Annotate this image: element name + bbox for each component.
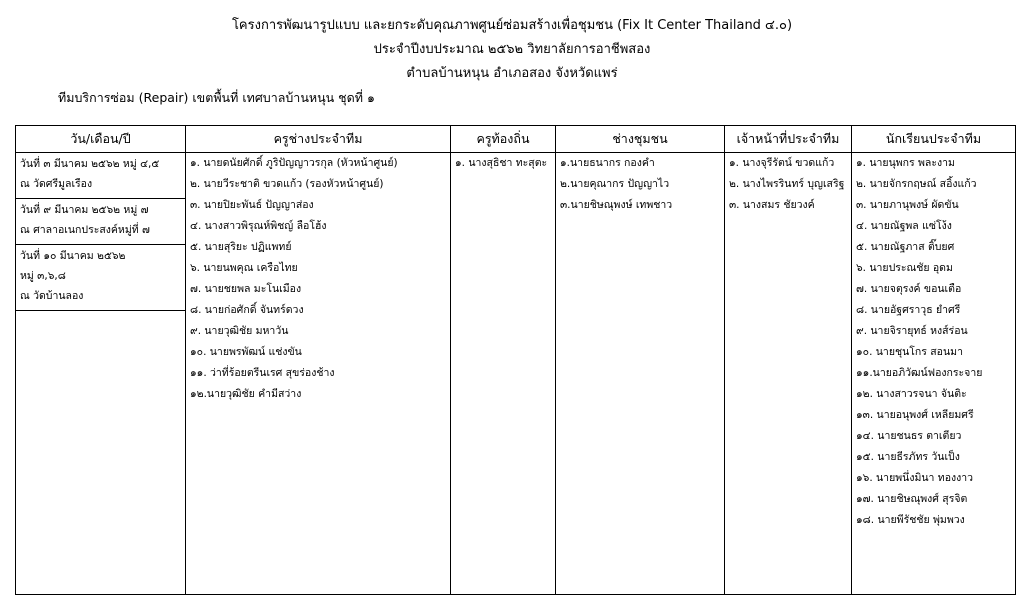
date-line: ณ ศาลาอเนกประสงค์หมู่ที่ ๗ xyxy=(20,224,150,236)
teacher-item: ๓. นายปิยะพันธ์ ปัญญาส่อง xyxy=(190,199,314,211)
student-item: ๕. นายณัฐภาส ติ๊บยศ xyxy=(856,241,955,253)
header-title-line2: ประจำปีงบประมาณ ๒๕๖๒ วิทยาลัยการอาชีพสอง xyxy=(373,42,651,57)
teacher-item: ๙. นายวุฒิชัย มหาวัน xyxy=(190,325,289,337)
student-item: ๗. นายจตุรงค์ ขอนเตือ xyxy=(856,283,962,295)
column-header-date: วัน/เดือน/ปี xyxy=(16,126,186,153)
staff-item: ๓. นางสมร ชัยวงค์ xyxy=(729,199,815,211)
student-item: ๓. นายภานุพงษ์ ผัดขัน xyxy=(856,199,959,211)
header-title-line1: โครงการพัฒนารูปแบบ และยกระดับคุณภาพศูนย์ซ่อมสร้างเพื่อชุมชน (Fix It Center Thailand ๔.๐) xyxy=(231,18,793,33)
date-entry xyxy=(16,199,185,245)
teachers-cell xyxy=(186,153,451,595)
student-item: ๙. นายจิรายุทธ์ หงส์ร่อน xyxy=(856,325,968,337)
team-table xyxy=(15,125,1016,595)
student-item: ๑๔. นายชนธร ตาเตียว xyxy=(856,430,962,442)
teacher-item: ๑๐. นายพรพัฒน์ แช่งขัน xyxy=(190,346,302,358)
column-header-staff: เจ้าหน้าที่ประจำทีม xyxy=(725,126,852,153)
date-line: ณ วัดบ้านลอง xyxy=(20,290,84,302)
community-tech-item: ๑.นายธนากร กองคำ xyxy=(560,157,655,169)
table-header-row xyxy=(16,126,1016,153)
student-item: ๒. นายจักรกฤษณ์ สอิ้งแก้ว xyxy=(856,178,977,190)
document-header xyxy=(0,14,1024,86)
student-item: ๑๒. นางสาวรจนา จันติะ xyxy=(856,388,967,400)
teacher-item: ๑๒.นายวุฒิชัย คำมีสว่าง xyxy=(190,388,302,400)
date-line: วันที่ ๓ มีนาคม ๒๕๖๒ หมู่ ๔,๕ xyxy=(20,158,160,170)
teacher-item: ๘. นายก่อศักดิ์ จันทร์ดวง xyxy=(190,304,304,316)
teacher-item: ๔. นางสาวพิรุณห์พิชญ์ ลือโฮ้ง xyxy=(190,220,327,232)
staff-item: ๒. นางไพรรินทร์ บุญเสริฐ xyxy=(729,178,845,190)
student-item: ๑๗. นายชิษณุพงศ์ สุรจิต xyxy=(856,493,968,505)
header-title-line3: ตำบลบ้านหนุน อำเภอสอง จังหวัดแพร่ xyxy=(406,66,618,81)
column-header-teachers: ครูช่างประจำทีม xyxy=(186,126,451,153)
student-item: ๑๖. นายพนึ่งมินา ทองงาว xyxy=(856,472,974,484)
column-header-community-techs: ช่างชุมชน xyxy=(556,126,725,153)
date-line: วันที่ ๙ มีนาคม ๒๕๖๒ หมู่ ๗ xyxy=(20,204,149,216)
staff-cell xyxy=(725,153,852,595)
column-header-students: นักเรียนประจำทีม xyxy=(852,126,1016,153)
student-item: ๑๓. นายอนุพงศ์ เหลียมศรี xyxy=(856,409,974,421)
teacher-item: ๖. นายนพคุณ เครือไทย xyxy=(190,262,298,274)
table-body-row xyxy=(16,153,1016,595)
date-cell xyxy=(16,153,186,595)
teacher-item: ๒. นายวีระชาติ ขวดแก้ว (รองหัวหน้าศูนย์) xyxy=(190,178,384,190)
student-item: ๑๕. นายธีรภัทร วันเป็ง xyxy=(856,451,960,463)
community-tech-item: ๓.นายชิษณุพงษ์ เทพชาว xyxy=(560,199,673,211)
students-cell xyxy=(852,153,1016,595)
student-item: ๑๐. นายชุนโกร สอนมา xyxy=(856,346,963,358)
date-entry xyxy=(16,153,185,199)
date-line: ณ วัดศรีมูลเรือง xyxy=(20,178,93,190)
student-item: ๑. นายนุพกร พละงาม xyxy=(856,157,955,169)
teacher-item: ๕. นายสุริยะ ปฏิแพทย์ xyxy=(190,241,292,253)
student-item: ๘. นายอัฐศราวุธ ยำศรี xyxy=(856,304,961,316)
teacher-item: ๗. นายชยพล มะโนเมือง xyxy=(190,283,302,295)
community-tech-item: ๒.นายคุณากร ปัญญาไว xyxy=(560,178,670,190)
student-item: ๖. นายประณชัย อุดม xyxy=(856,262,953,274)
student-item: ๔. นายณัฐพล แซ่โง้ง xyxy=(856,220,952,232)
column-header-local-teachers: ครูท้องถิ่น xyxy=(451,126,556,153)
teacher-item: ๑๑. ว่าที่ร้อยตรีนเรศ สุขร่องช้าง xyxy=(190,367,335,379)
team-subtitle: ทีมบริการซ่อม (Repair) เขตพื้นที่ เทศบาลบ้านหนุน ชุดที่ ๑ xyxy=(58,90,375,105)
date-entry xyxy=(16,245,185,311)
local-teacher-item: ๑. นางสุธิชา ทะสุตะ xyxy=(455,157,548,169)
date-line: วันที่ ๑๐ มีนาคม ๒๕๖๒ xyxy=(20,250,126,262)
date-line: หมู่ ๓,๖,๘ xyxy=(20,270,66,282)
student-item: ๑๑.นายอภิวัฒน์ฟองกระจาย xyxy=(856,367,983,379)
local-teachers-cell xyxy=(451,153,556,595)
teacher-item: ๑. นายดนัยศักดิ์ ภูริปัญญาวรกุล (หัวหน้าศูนย์) xyxy=(190,157,398,169)
student-item: ๑๘. นายพีรัชชัย พุ่มพวง xyxy=(856,514,965,526)
staff-item: ๑. นางจุรีรัตน์ ขวดแก้ว xyxy=(729,157,835,169)
community-techs-cell xyxy=(556,153,725,595)
